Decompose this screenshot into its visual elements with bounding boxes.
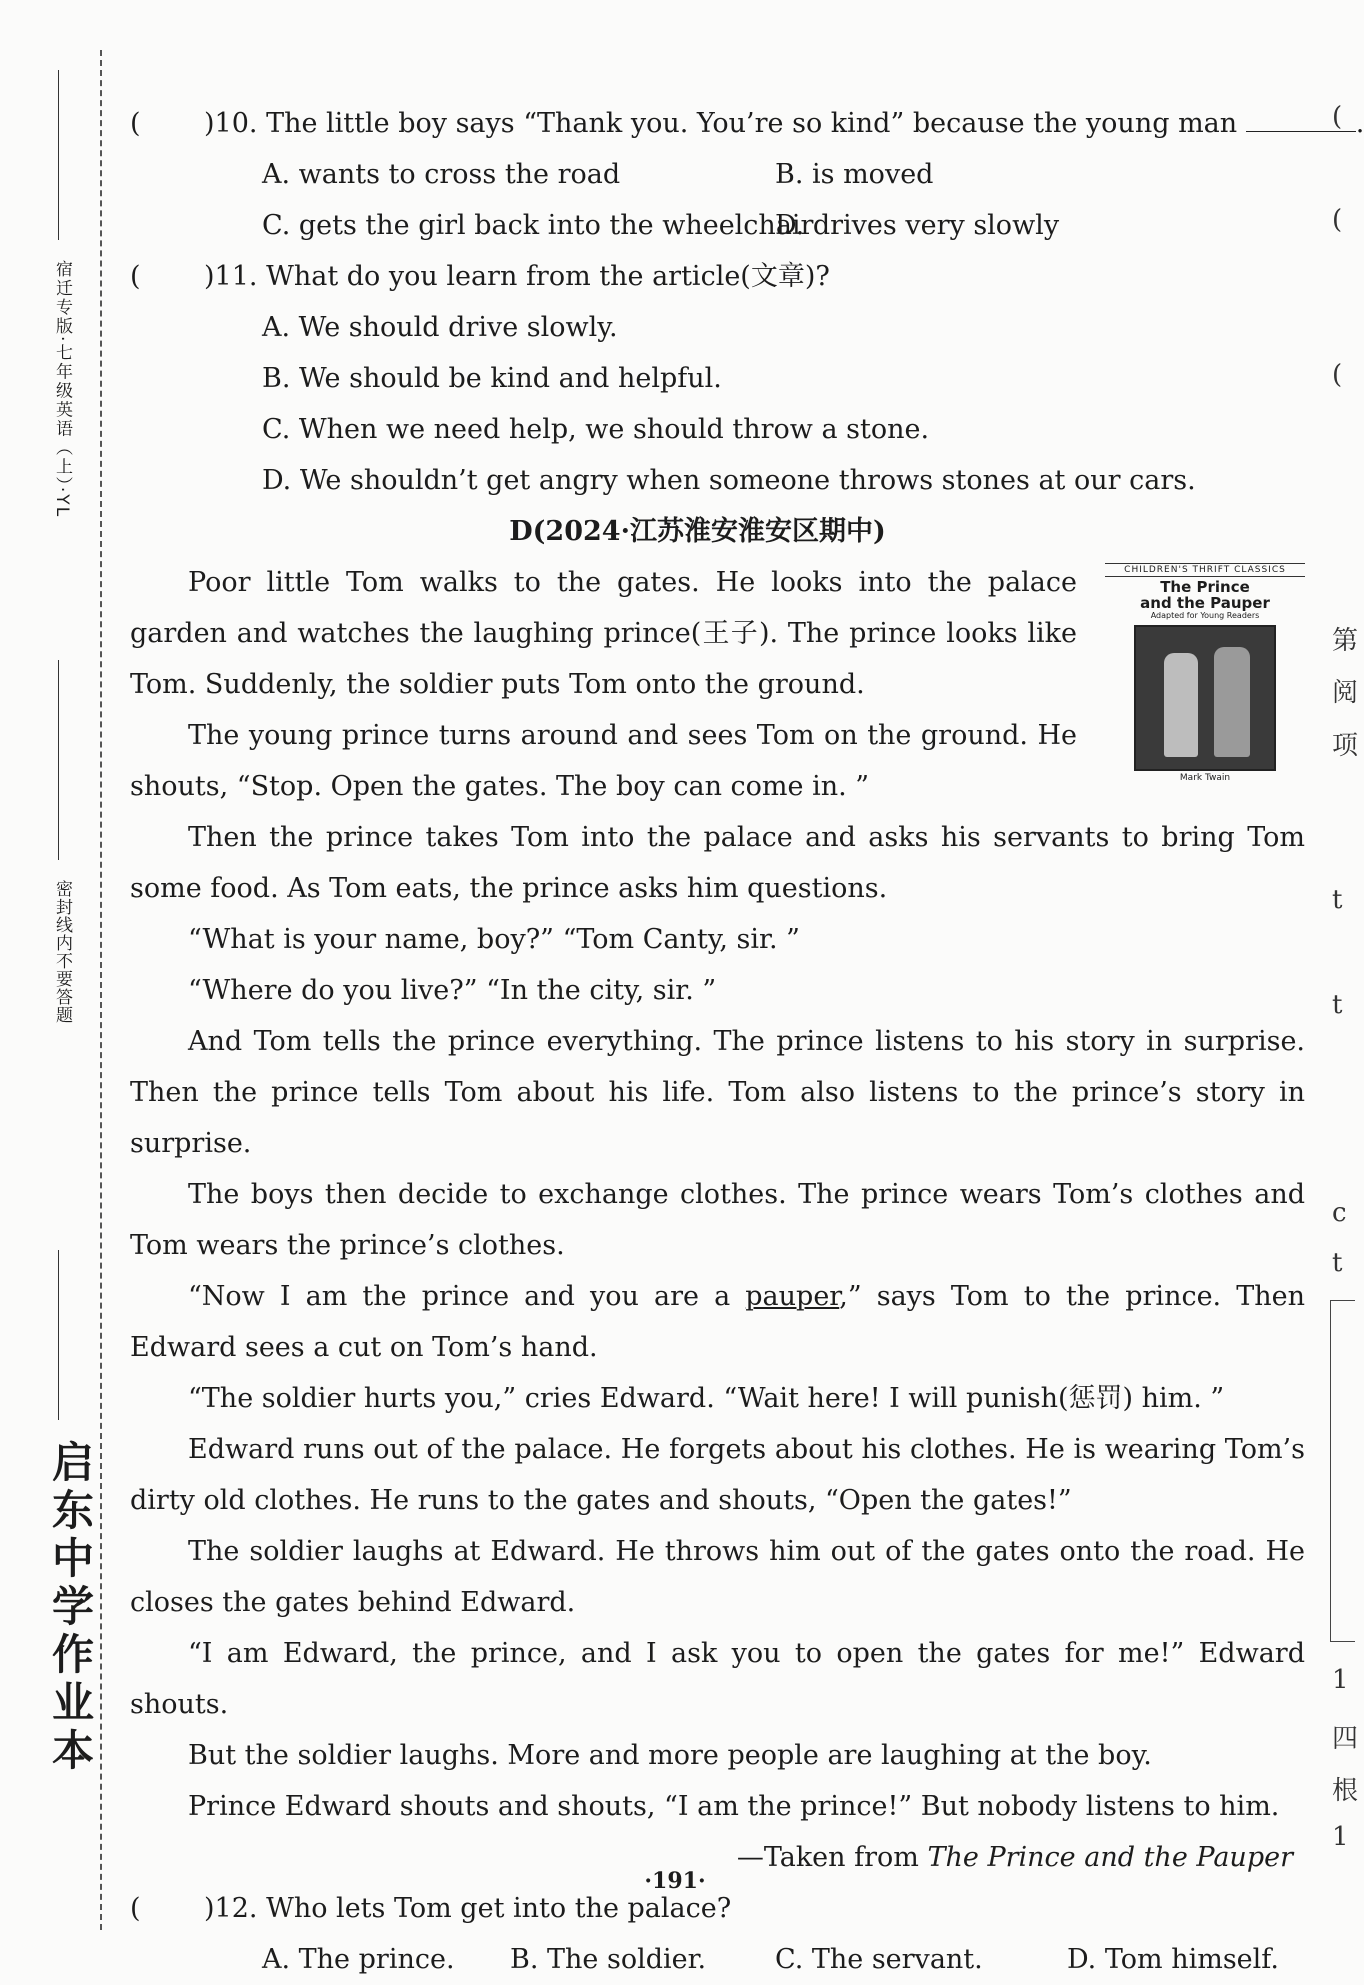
paragraph: “Where do you live?” “In the city, sir. ”: [188, 975, 717, 1006]
paragraph: Edward runs out of the palace. He forgets about his clothes. He is wearing Tom’s dirty old clothes. He runs to the gates and shouts, “Open the gates!”: [130, 1434, 1305, 1516]
book-name: 启东中学作业本: [46, 1440, 95, 1776]
option-d[interactable]: D. Tom himself.: [1067, 1944, 1279, 1975]
edge-char: c: [1332, 1198, 1347, 1228]
edge-box: [1330, 1300, 1355, 1642]
question-11: [130, 251, 1305, 302]
option-d[interactable]: D. drives very slowly: [775, 210, 1060, 241]
edge-char: (: [1332, 360, 1343, 390]
paragraph: And Tom tells the prince everything. The prince listens to his story in surprise. Then the prince tells Tom about his life. Tom also listens to the prince’s story in surprise.: [130, 1026, 1305, 1159]
option-c[interactable]: C. The servant.: [775, 1944, 983, 1975]
section-title: D(2024·江苏淮安淮安区期中): [509, 516, 886, 547]
edge-char: 项: [1332, 731, 1359, 761]
question-text: The little boy says “Thank you. You’re so kind” because the young man: [266, 108, 1238, 139]
seal-notice: 密封线内不要答题: [52, 880, 72, 1024]
paragraph: Then the prince takes Tom into the palace and asks his servants to bring Tom some food. As Tom eats, the prince asks him questions.: [130, 822, 1305, 904]
page-number: ·191·: [644, 1868, 706, 1894]
edge-char: t: [1332, 885, 1343, 915]
question-10: [130, 98, 1364, 149]
cover-illustration: [1134, 625, 1276, 771]
source-title: The Prince and the Pauper: [927, 1842, 1293, 1873]
paragraph: The young prince turns around and sees Tom on the ground. He shouts, “Stop. Open the gates. The boy can come in. ”: [130, 720, 1077, 802]
option-d[interactable]: D. We shouldn’t get angry when someone throws stones at our cars.: [262, 465, 1196, 496]
option-a[interactable]: A. The prince.: [262, 1944, 455, 1975]
book-subtitle: Adapted for Young Readers: [1150, 611, 1260, 620]
edge-char: t: [1332, 990, 1343, 1020]
option-c[interactable]: C. gets the girl back into the wheelchair: [262, 210, 814, 241]
page-content: [130, 98, 1364, 1985]
edge-char: (: [1332, 102, 1343, 132]
option-b[interactable]: B. The soldier.: [510, 1944, 707, 1975]
book-cover: [1105, 563, 1305, 783]
paragraph: Poor little Tom walks to the gates. He looks into the palace garden and watches the laughing prince(王子). The prince looks like Tom. Suddenly, the soldier puts Tom onto the ground.: [130, 567, 1077, 700]
answer-paren[interactable]: (: [130, 108, 141, 139]
option-b[interactable]: B. We should be kind and helpful.: [262, 363, 722, 394]
paragraph: “I am Edward, the prince, and I ask you to open the gates for me!” Edward shouts.: [130, 1638, 1305, 1720]
options-row: [130, 149, 1305, 200]
question-number: )10.: [204, 108, 258, 139]
edge-char: 1: [1332, 1822, 1349, 1852]
vocab-word: pauper: [745, 1281, 840, 1312]
next-page-edge: [1328, 0, 1359, 1960]
question-text: Who lets Tom get into the palace?: [266, 1893, 732, 1924]
option-c[interactable]: C. When we need help, we should throw a stone.: [262, 414, 930, 445]
option-b[interactable]: B. is moved: [775, 159, 934, 190]
book-author: Mark Twain: [1179, 773, 1231, 783]
question-number: )12.: [204, 1893, 258, 1924]
source-prefix: —Taken from: [736, 1842, 928, 1873]
binding-margin: [0, 0, 100, 1960]
paragraph: “The soldier hurts you,” cries Edward. “Wait here! I will punish(惩罚) him. ”: [188, 1383, 1225, 1414]
answer-blank[interactable]: [1246, 109, 1356, 132]
question-text: What do you learn from the article(文章)?: [266, 261, 830, 292]
book-series: CHILDREN'S THRIFT CLASSICS: [1105, 563, 1305, 577]
edge-char: t: [1332, 1248, 1343, 1278]
text-run: “Now I am the prince and you are a: [188, 1281, 746, 1312]
margin-rule: [58, 70, 59, 240]
paragraph: The boys then decide to exchange clothes. The prince wears Tom’s clothes and Tom wears the prince’s clothes.: [130, 1179, 1305, 1261]
series-label: 宿迁专版·七年级英语（上）·YL: [52, 260, 72, 519]
margin-rule: [58, 1250, 59, 1420]
paragraph: “What is your name, boy?” “Tom Canty, sir. ”: [188, 924, 800, 955]
paragraph: The soldier laughs at Edward. He throws him out of the gates onto the road. He closes the gates behind Edward.: [130, 1536, 1305, 1618]
edge-char: 阅: [1332, 678, 1359, 708]
edge-char: 根: [1332, 1776, 1359, 1806]
option-a[interactable]: A. We should drive slowly.: [262, 312, 618, 343]
edge-char: 第: [1332, 626, 1359, 656]
options-row: [130, 1934, 1305, 1985]
punctuation: .: [1355, 108, 1364, 139]
edge-char: (: [1332, 205, 1343, 235]
text-run: ,” says Tom to the prince. Then Edward sees a cut on Tom’s hand.: [130, 1281, 1306, 1363]
options-row: [130, 200, 1305, 251]
question-number: )11.: [204, 261, 258, 292]
option-a[interactable]: A. wants to cross the road: [262, 159, 621, 190]
cut-line: [100, 50, 102, 1930]
paragraph: Prince Edward shouts and shouts, “I am the prince!” But nobody listens to him.: [188, 1791, 1280, 1822]
answer-paren[interactable]: (: [130, 1893, 141, 1924]
paragraph: [130, 1271, 1305, 1373]
margin-rule: [58, 660, 59, 860]
paragraph: But the soldier laughs. More and more people are laughing at the boy.: [188, 1740, 1152, 1771]
answer-paren[interactable]: (: [130, 261, 141, 292]
book-title: The Prince: [1160, 578, 1250, 596]
edge-char: 1: [1332, 1665, 1349, 1695]
book-title: and the Pauper: [1140, 594, 1270, 612]
edge-char: 四: [1332, 1724, 1359, 1754]
